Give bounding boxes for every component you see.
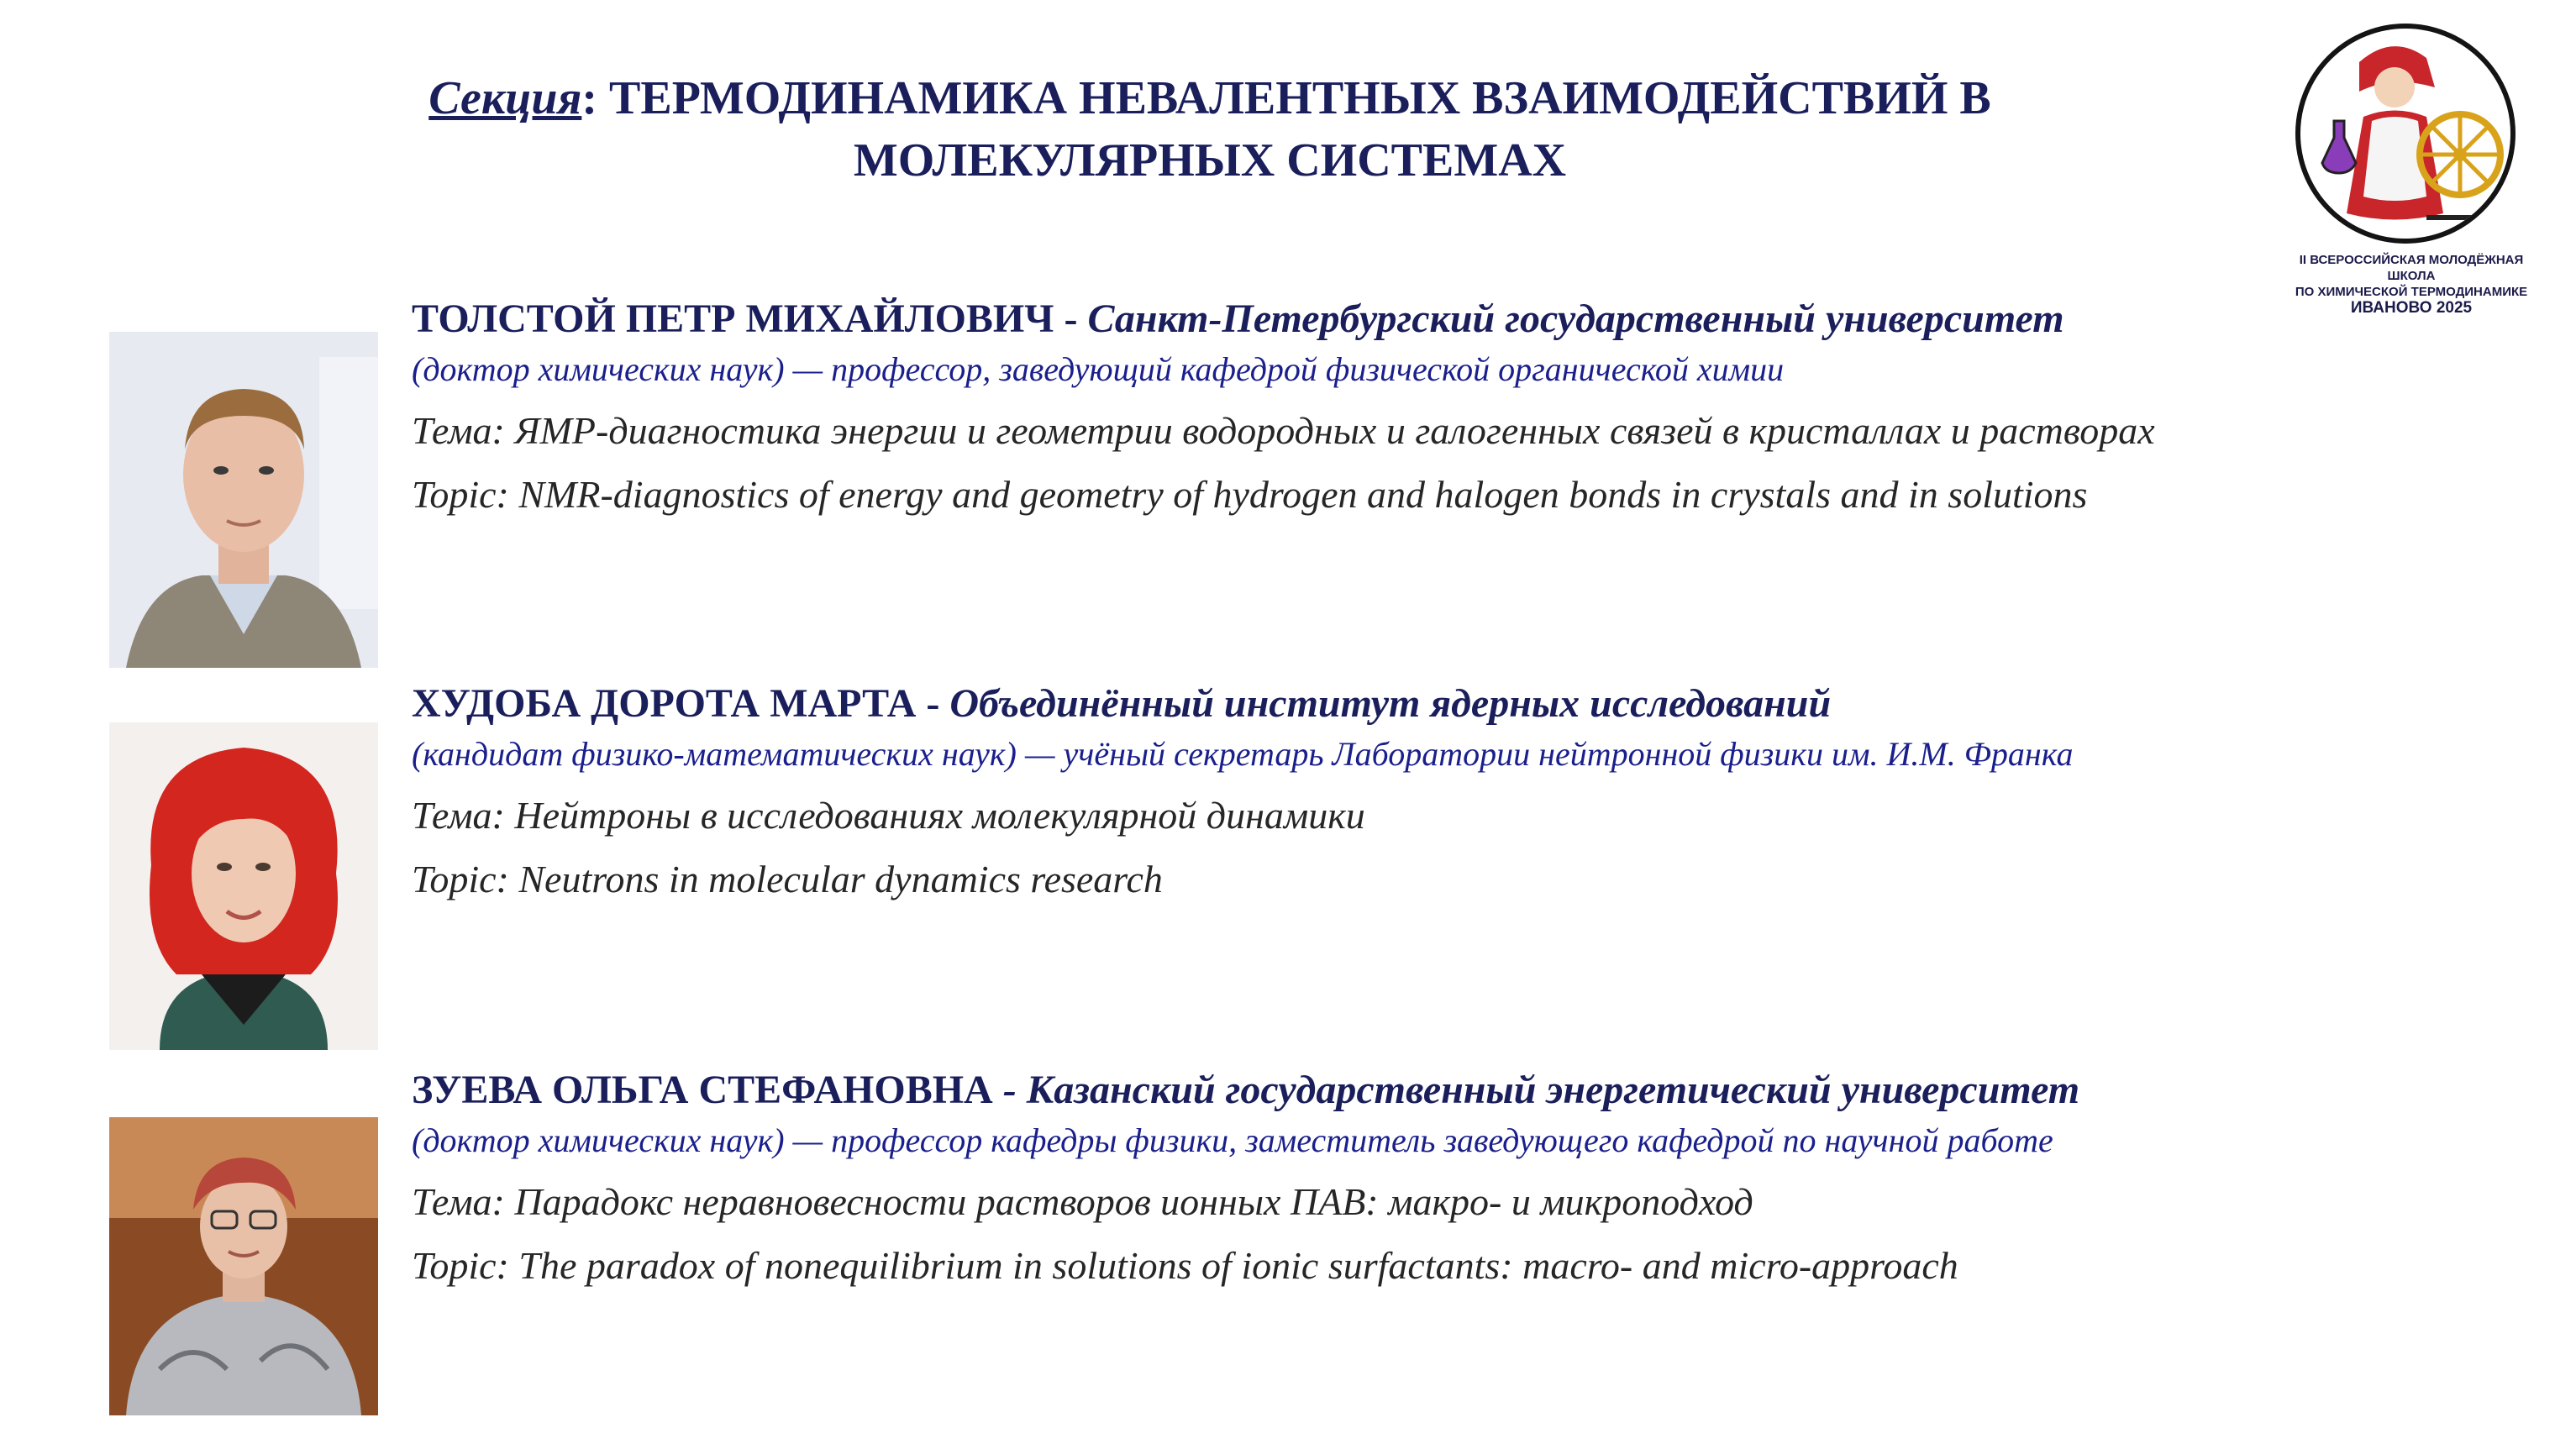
speaker-3-separator: - [992, 1068, 1027, 1112]
speaker-3-header [412, 1065, 2563, 1116]
speaker-2-topic-ru: Тема: Нейтроны в исследованиях молекулярной динамики [412, 794, 1365, 837]
speaker-3-degree: (доктор химических наук) — профессор кафедры физики, заместитель заведующего кафедрой по научной работе [412, 1121, 2053, 1159]
speaker-2-header [412, 679, 2563, 729]
speaker-3-name: ЗУЕВА ОЛЬГА СТЕФАНОВНА [412, 1068, 993, 1112]
speaker-2-name: ХУДОБА ДОРОТА МАРТА [412, 681, 917, 726]
speaker-1-header [412, 294, 2563, 344]
section-title-line1 [210, 67, 2210, 129]
section-title-line2: МОЛЕКУЛЯРНЫХ СИСТЕМАХ [853, 134, 1567, 186]
logo-illustration-icon [2300, 29, 2510, 239]
section-name-part1: ТЕРМОДИНАМИКА НЕВАЛЕНТНЫХ ВЗАИМОДЕЙСТВИЙ В [609, 72, 1991, 124]
logo-emblem [2295, 24, 2516, 244]
speaker-3-topic-en: Topic: The paradox of nonequilibrium in solutions of ionic surfactants: macro- and micro-approach [412, 1244, 1958, 1287]
speaker-2-separator: - [916, 681, 950, 726]
logo-caption-line3: ИВАНОВО 2025 [2350, 299, 2473, 317]
school-logo [2277, 17, 2563, 317]
logo-caption-line2: ПО ХИМИЧЕСКОЙ ТЕРМОДИНАМИКЕ [2295, 285, 2528, 299]
speaker-1-topic-ru: Тема: ЯМР-диагностика энергии и геометрии водородных и галогенных связей в кристаллах и растворах [412, 409, 2155, 452]
section-prefix: Секция [428, 72, 582, 124]
speaker-1-separator: - [1054, 297, 1088, 341]
speaker-1 [412, 294, 2563, 524]
speaker-1-name: ТОЛСТОЙ ПЕТР МИХАЙЛОВИЧ [412, 297, 1054, 341]
speaker-2-institution: Объединённый институт ядерных исследований [949, 681, 1832, 726]
speaker-1-degree: (доктор химических наук) — профессор, заведующий кафедрой физической органической химии [412, 350, 1785, 388]
section-colon: : [581, 72, 597, 124]
speaker-2 [412, 679, 2563, 909]
speaker-photo-3 [109, 1117, 378, 1415]
speaker-1-institution: Санкт-Петербургский государственный университет [1087, 297, 2064, 341]
logo-caption-line1: II ВСЕРОССИЙСКАЯ МОЛОДЁЖНАЯ ШКОЛА [2299, 253, 2524, 283]
speaker-2-degree: (кандидат физико-математических наук) — учёный секретарь Лаборатории нейтронной физики им. И.М. Франка [412, 735, 2074, 773]
speaker-3 [412, 1065, 2563, 1295]
speaker-photo-1 [109, 332, 378, 668]
speaker-1-topic-en: Topic: NMR-diagnostics of energy and geometry of hydrogen and halogen bonds in crystals and in solutions [412, 473, 2088, 516]
speaker-photo-2 [109, 722, 378, 1050]
speaker-2-topic-en: Topic: Neutrons in molecular dynamics research [412, 858, 1163, 900]
section-title [210, 67, 2210, 192]
speaker-3-institution: Казанский государственный энергетический университет [1026, 1068, 2080, 1112]
speaker-3-topic-ru: Тема: Парадокс неравновесности растворов ионных ПАВ: макро- и микроподход [412, 1180, 1753, 1223]
